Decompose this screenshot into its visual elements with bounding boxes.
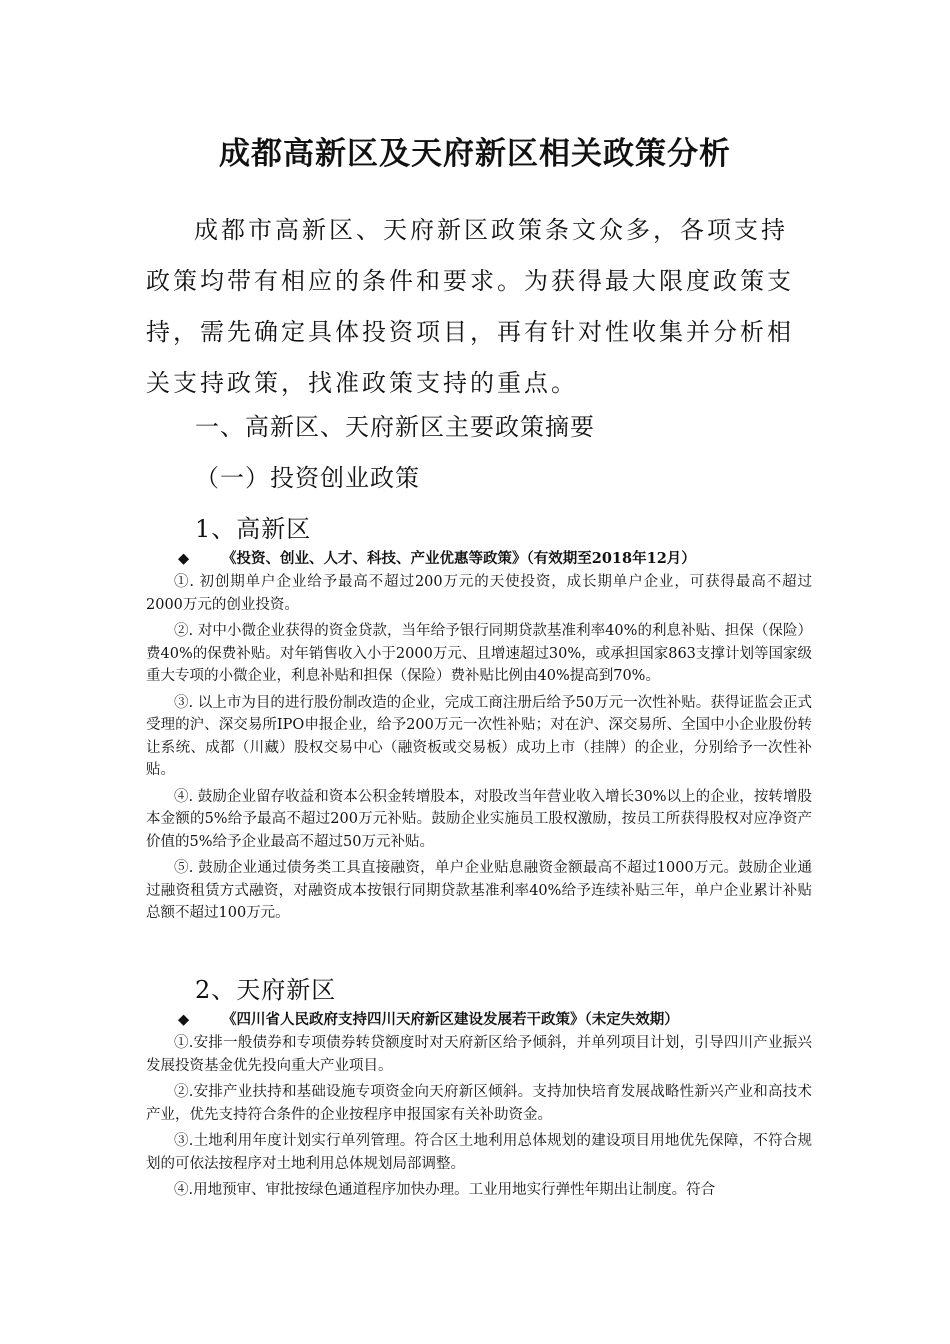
list-item: ①.安排一般债券和专项债券转贷额度时对天府新区给予倾斜，并单列项目计划，引导四川产业振兴发展投资基金优先投向重大产业项目。	[146, 1035, 812, 1074]
diamond-bullet-icon: ◆	[178, 550, 190, 567]
list-item: ③.土地利用年度计划实行单列管理。符合区土地利用总体规划的建设项目用地优先保障，不符合规划的可依法按程序对土地利用总体规划局部调整。	[146, 1133, 812, 1172]
policy-name: 《四川省人民政府支持四川天府新区建设发展若干政策》（未定失效期）	[222, 1011, 679, 1028]
list-item: ④. 鼓励企业留存收益和资本公积金转增股本，对股改当年营业收入增长30%以上的企业，按转增股本金额的5%给予最高不超过200万元补贴。鼓励企业实施员工股权激励，按员工所获得股权对应净资产价值的5%给予企业最高不超过50万元补贴。	[146, 788, 812, 850]
list-item: ②. 对中小微企业获得的资金贷款，当年给予银行同期贷款基准利率40%的利息补贴、担保（保险）费40%的保费补贴。对年销售收入小于2000万元、且增速超过30%，或承担国家863支撑计划等国家级重大专项的小微企业，利息补贴和担保（保险）费补贴比例由40%提高到70%。	[146, 623, 812, 684]
section-heading-1: 一、高新区、天府新区主要政策摘要	[195, 413, 595, 441]
region-heading-tianfu: 2、天府新区	[195, 976, 337, 1004]
policy-title-tianfu	[178, 1008, 679, 1029]
intro-paragraph: 成都市高新区、天府新区政策条文众多，各项支持政策均带有相应的条件和要求。为获得最大限度政策支持，需先确定具体投资项目，再有针对性收集并分析相关支持政策，找准政策支持的重点。	[146, 216, 794, 397]
page-title: 成都高新区及天府新区相关政策分析	[219, 136, 731, 172]
list-item: ①. 初创期单户企业给予最高不超过200万元的天使投资，成长期单户企业，可获得最高不超过2000万元的创业投资。	[146, 574, 812, 613]
region-heading-gaoxin: 1、高新区	[195, 515, 312, 543]
list-item: ⑤. 鼓励企业通过债务类工具直接融资，单户企业贴息融资金额最高不超过1000万元。鼓励企业通过融资租赁方式融资，对融资成本按银行同期贷款基准利率40%给予连续补贴三年，单户企业累计补贴总额不超过100万元。	[146, 860, 812, 921]
list-item: ④.用地预审、审批按绿色通道程序加快办理。工业用地实行弹性年期出让制度。符合	[174, 1182, 716, 1198]
policy-items-gaoxin	[146, 571, 812, 929]
subsection-heading: （一）投资创业政策	[195, 464, 420, 492]
policy-items-tianfu	[146, 1032, 812, 1206]
policy-name: 《投资、创业、人才、科技、产业优惠等政策》（有效期至2018年12月）	[222, 550, 696, 567]
diamond-bullet-icon: ◆	[178, 1011, 190, 1028]
policy-title-gaoxin	[178, 547, 696, 568]
list-item: ③. 以上市为目的进行股份制改造的企业，完成工商注册后给予50万元一次性补贴。获得证监会正式受理的沪、深交易所IPO申报企业，给予200万元一次性补贴；对在沪、深交易所、全国中小企业股份转让系统、成都（川藏）股权交易中心（融资板或交易板）成功上市（挂牌）的企业，分别给予一次性补贴。	[146, 694, 812, 778]
list-item: ②.安排产业扶持和基础设施专项资金向天府新区倾斜。支持加快培育发展战略性新兴产业和高技术产业，优先支持符合条件的企业按程序申报国家有关补助资金。	[146, 1084, 812, 1123]
